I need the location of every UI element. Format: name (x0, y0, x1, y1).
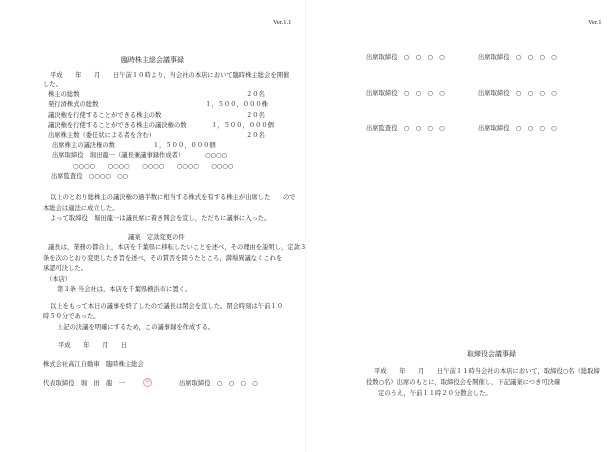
signature-line: 出席取締役 ○ ○ ○ ○ (478, 90, 557, 97)
attendee-row-2: ○○○○ ○○○○ ○○○○ ○○○○ ○○○○ (73, 163, 234, 170)
attendee-director-marks: ○○○○ (205, 152, 227, 159)
row-value: ２０名 (246, 132, 265, 139)
signature-line: 出席監査役 ○ ○ ○ ○ (366, 125, 445, 132)
attending-votes: 出席株主の議決権の数 １，５００，０００個 (52, 142, 216, 149)
date-line: 平成 年 月 日 (58, 342, 128, 349)
agenda-line: 議長は，業務の都合上，本店を千葉県に移転したいことを述べ，その理由を説明し，定款３ (48, 244, 307, 251)
attend-director: 出席取締役 ○ ○ ○ ○ (179, 380, 258, 387)
version-label-2: Ver.1 (588, 19, 602, 26)
closing-line: 以上をもって本日の議事を終了したので議長は閉会を宣した。閉会時刻は午前１０ (50, 303, 283, 310)
agenda-title: 議案 定款変更の件 (128, 234, 185, 241)
row-label: 議決権を行使することができる株主の議決権の数 (48, 122, 187, 129)
paragraph-line: 以上のとおり総株主の議決権の過半数に相当する株式を有する株主が出席した ので (50, 194, 296, 201)
row-value: ２０名 (246, 91, 265, 98)
paragraph-line: 本総会は適法に成立した。 (43, 205, 119, 212)
row-label: 発行済株式の総数 (48, 101, 99, 108)
row-value: ２０名 (246, 112, 265, 119)
agenda-line: （本店） (46, 276, 72, 283)
company-line: 株式会社高江自動車 臨時株主総会 (43, 361, 144, 368)
closing-line: 時５０分であった。 (43, 313, 100, 320)
row-value: １，５００，０００株 (205, 101, 268, 108)
signature-line: 出席取締役 ○ ○ ○ ○ (366, 54, 445, 61)
row-label: 議決権を行使することができる株主の数 (48, 112, 162, 119)
signature-line: 出席取締役 ○ ○ ○ ○ (478, 54, 557, 61)
board-line: 平成 年 月 日午前１１時当会社の本店において，取締役○名（総取締 (374, 368, 600, 375)
paragraph-line: よって取締役 堀田龍一は議長席に着き開会を宣し，ただちに議事に入った。 (50, 215, 271, 222)
agenda-line: 承認可決した。 (43, 265, 88, 272)
row-label: 株主の総数 (48, 91, 80, 98)
version-label: Ver.1.1 (273, 19, 292, 26)
row-label: 出席株主数（委任状による者を含む） (48, 132, 156, 139)
closing-line: 上記の決議を明確にするため，この議事録を作成する。 (57, 324, 215, 331)
rep-director: 代表取締役 堀 田 龍 一 (43, 380, 125, 387)
attendee-auditor: 出席監査役 ○○○○ ○○ (51, 173, 129, 180)
agenda-line: 条を次のとおり変更したき旨を述べ，その賛否を問うたところ，満場異議なくこれを (43, 255, 283, 262)
attendee-director: 出席取締役 堀田龍一（議長兼議事録作成者） (52, 152, 185, 159)
agenda-line: 第３条 当会社は，本店を千葉県横浜市に置く。 (57, 286, 192, 293)
seal-icon: ㊞ (144, 379, 150, 385)
signature-line: 出席取締役 ○ ○ ○ ○ (478, 125, 557, 132)
board-line: 役数○名）出席のもとに，取締役会を開催し，下記議案につき可決確 (366, 379, 561, 386)
page-title: 臨時株主総会議事録 (121, 56, 184, 64)
row-value: １，５００，０００個 (211, 122, 274, 129)
page-divider (305, 0, 306, 452)
intro-line-1: 平成 年 月 日午前１０時より，当会社の本店において臨時株主総会を開催 (50, 72, 290, 79)
intro-line-2: した。 (43, 81, 62, 88)
signature-line: 出席取締役 ○ ○ ○ ○ (366, 90, 445, 97)
board-line: 定のうえ，午前１１時２０分散会した。 (378, 390, 492, 397)
board-title: 取締役会議事録 (467, 350, 516, 358)
